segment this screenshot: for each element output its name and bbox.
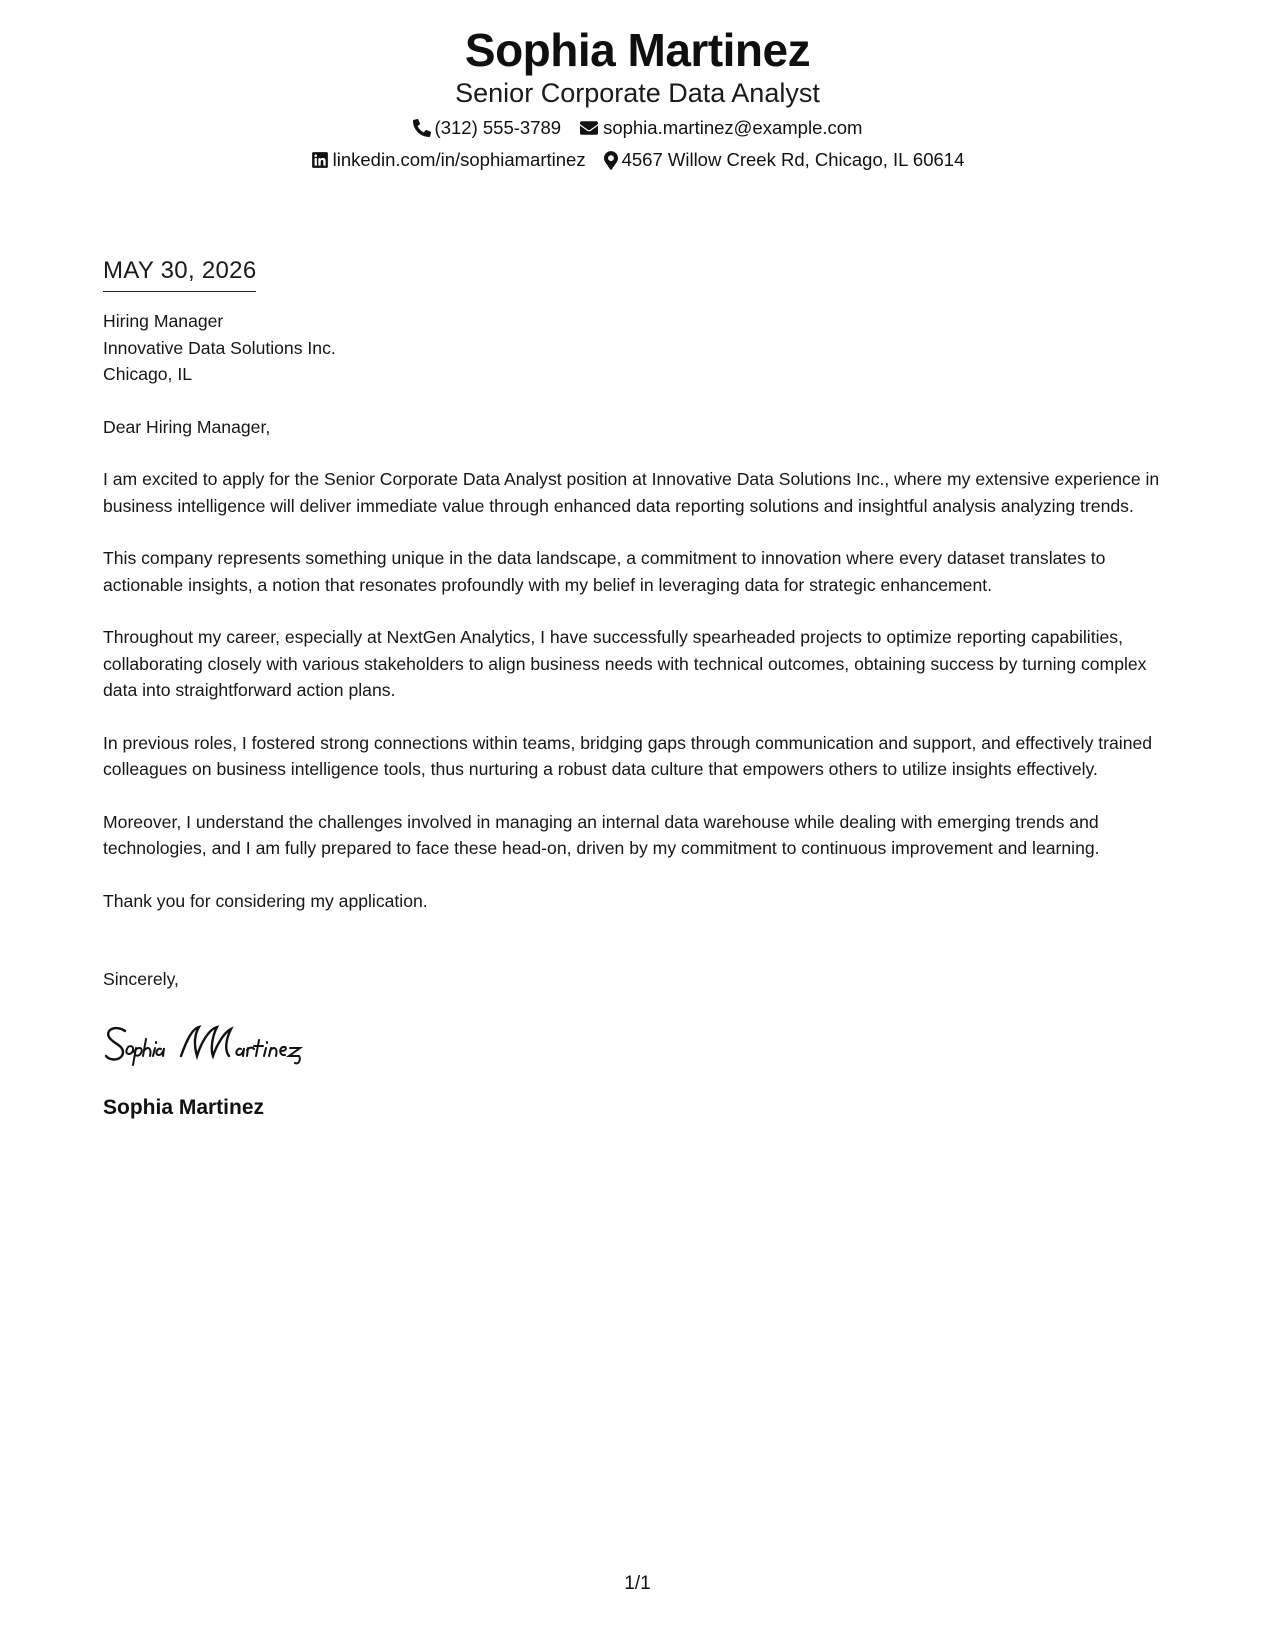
map-marker-icon bbox=[604, 151, 618, 170]
linkedin-icon bbox=[311, 151, 329, 169]
phone-icon bbox=[413, 119, 431, 137]
paragraph: I am excited to apply for the Senior Corporate Data Analyst position at Innovative Data Solutions Inc., where my extensive experience in business intelligence will deliver immediate value through enhanced data reporting solutions and insightful analysis analyzing trends. bbox=[103, 469, 1160, 516]
closing-thanks: Thank you for considering my application. bbox=[103, 890, 428, 911]
handwritten-signature bbox=[103, 1019, 363, 1069]
recipient-title: Hiring Manager bbox=[103, 311, 224, 331]
recipient-location: Chicago, IL bbox=[103, 364, 192, 384]
letter-body bbox=[103, 256, 1175, 1122]
letter-date: MAY 30, 2026 bbox=[103, 256, 256, 292]
envelope-icon bbox=[579, 119, 599, 137]
address-text: 4567 Willow Creek Rd, Chicago, IL 60614 bbox=[621, 149, 965, 170]
recipient-company: Innovative Data Solutions Inc. bbox=[103, 337, 336, 358]
paragraph: Moreover, I understand the challenges involved in managing an internal data warehouse while dealing with emerging trends and technologies, and I am fully prepared to face these head-on, driven by my commitment to continuous improvement and learning. bbox=[103, 811, 1100, 858]
email-text: sophia.martinez@example.com bbox=[603, 117, 863, 138]
applicant-name: Sophia Martinez bbox=[464, 24, 811, 76]
contact-phone bbox=[413, 116, 562, 140]
contact-linkedin bbox=[311, 148, 586, 172]
applicant-role: Senior Corporate Data Analyst bbox=[455, 78, 820, 108]
contact-row-1 bbox=[0, 116, 1275, 140]
page-number: 1/1 bbox=[624, 1573, 651, 1594]
closing: Sincerely, bbox=[103, 969, 179, 989]
signer-name: Sophia Martinez bbox=[103, 1096, 265, 1119]
paragraph: This company represents something unique in the data landscape, a commitment to innovation where every dataset translates to actionable insights, a notion that resonates profoundly with my belief in leveraging data for strategic enhancement. bbox=[103, 548, 1106, 595]
paragraph: In previous roles, I fostered strong connections within teams, bridging gaps through communication and support, and effectively trained colleagues on business intelligence tools, thus nurturing a robust data culture that empowers others to utilize insights effectively. bbox=[103, 732, 1153, 779]
paragraph: Throughout my career, especially at NextGen Analytics, I have successfully spearheaded projects to optimize reporting capabilities, collaborating closely with various stakeholders to align business needs with technical outcomes, obtaining success by turning complex data into straightforward action plans. bbox=[103, 627, 1147, 700]
recipient-block bbox=[103, 308, 1175, 388]
contact-row-2 bbox=[0, 148, 1275, 172]
contact-email bbox=[579, 116, 862, 140]
contact-address bbox=[604, 148, 965, 172]
letter-header bbox=[0, 22, 1275, 172]
phone-text: (312) 555-3789 bbox=[434, 117, 562, 138]
linkedin-text: linkedin.com/in/sophiamartinez bbox=[332, 149, 586, 170]
salutation: Dear Hiring Manager, bbox=[103, 416, 271, 437]
